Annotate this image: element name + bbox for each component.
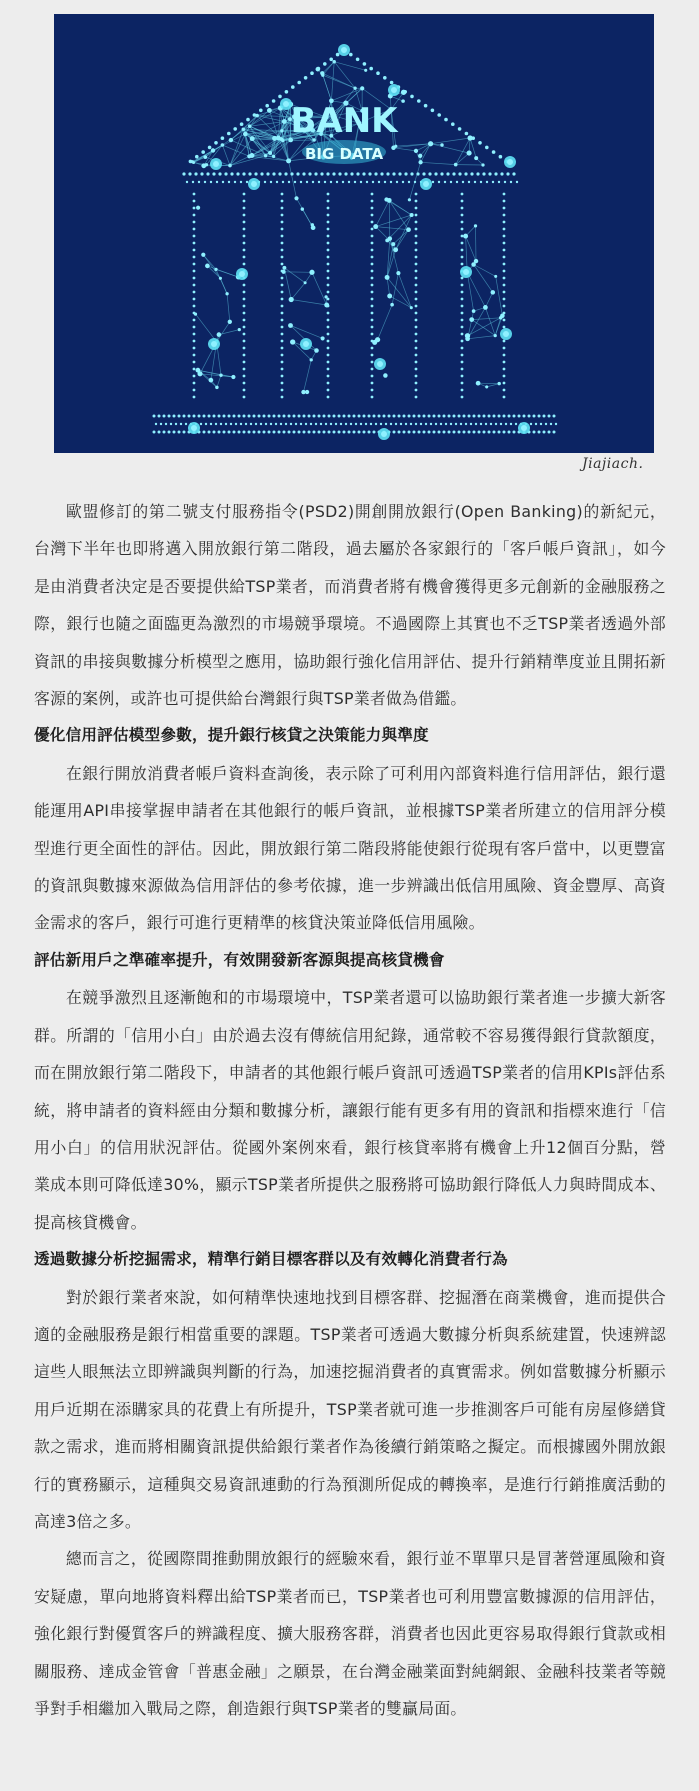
section-body-credit-model: 在銀行開放消費者帳戶資料查詢後，表示除了可利用內部資料進行信用評估，銀行還能運用API串接掌握申請者在其他銀行的帳戶資訊，並根據TSP業者所建立的信用評分模型進行更全面性的評估。因此，開放銀行第二階段將能使銀行從現有客戶當中，以更豐富的資訊與數據來源做為信用評估的參考依據，進一步辨識出低信用風險、資金豐厚、高資金需求的客戶，銀行可進行更精準的核貸決策並降低信用風險。 [34, 763, 666, 933]
article-body [34, 493, 666, 1727]
section-body-new-customers: 在競爭激烈且逐漸飽和的市場環境中，TSP業者還可以協助銀行業者進一步擴大新客群。所謂的「信用小白」由於過去沒有傳統信用紀錄，通常較不容易獲得銀行貸款額度，而在開放銀行第二階段下，申請者的其他銀行帳戶資訊可透過TSP業者的信用KPIs評估系統，將申請者的資料經由分類和數據分析，讓銀行能有更多有用的資訊和指標來進行「信用小白」的信用狀況評估。從國外案例來看，銀行核貸率將有機會上升12個百分點，營業成本則可降低達30%，顯示TSP業者所提供之服務將可協助銀行降低人力與時間成本、提高核貸機會。 [34, 988, 666, 1232]
section-body-precision-marketing: 對於銀行業者來說，如何精準快速地找到目標客群、挖掘潛在商業機會，進而提供合適的金融服務是銀行相當重要的課題。TSP業者可透過大數據分析與系統建置，快速辨認這些人眼無法立即辨識與判斷的行為，加速挖掘消費者的真實需求。例如當數據分析顯示用戶近期在添購家具的花費上有所提升，TSP業者就可進一步推測客戶可能有房屋修繕貸款之需求，進而將相關資訊提供給銀行業者作為後續行銷策略之擬定。而根據國外開放銀行的實務顯示，這種與交易資訊連動的行為預測所促成的轉換率，是進行行銷推廣活動的高達3倍之多。 [34, 1287, 666, 1531]
artist-signature: Jiajiach. [582, 456, 644, 472]
bank-network-art [54, 14, 654, 453]
bank-text: BANK [290, 101, 398, 141]
big-data-text: BIG DATA [304, 145, 384, 163]
section-heading-credit-model: 優化信用評估模型參數，提升銀行核貸之決策能力與準度 [34, 726, 429, 745]
conclusion-paragraph: 總而言之，從國際間推動開放銀行的經驗來看，銀行並不單單只是冒著營運風險和資安疑慮，單向地將資料釋出給TSP業者而已，TSP業者也可利用豐富數據源的信用評估，強化銀行對優質客戶的辨識程度、擴大服務客群，消費者也因此更容易取得銀行貸款或相關服務、達成金管會「普惠金融」之願景，在台灣金融業面對純網銀、金融科技業者等競爭對手相繼加入戰局之際，創造銀行與TSP業者的雙贏局面。 [34, 1549, 666, 1718]
bank-big-data-illustration [54, 14, 654, 453]
section-heading-precision-marketing: 透過數據分析挖掘需求，精準行銷目標客群以及有效轉化消費者行為 [34, 1250, 508, 1269]
section-heading-new-customers: 評估新用戶之準確率提升，有效開發新客源與提高核貸機會 [34, 950, 445, 969]
intro-paragraph: 歐盟修訂的第二號支付服務指令(PSD2)開創開放銀行(Open Banking)的新紀元，台灣下半年也即將邁入開放銀行第二階段，過去屬於各家銀行的「客戶帳戶資訊」，如今是由消費者決定是否要提供給TSP業者，而消費者將有機會獲得更多元創新的金融服務之際，銀行也隨之面臨更為激烈的市場競爭環境。不過國際上其實也不乏TSP業者透過外部資訊的串接與數據分析模型之應用，協助銀行強化信用評估、提升行銷精準度並且開拓新客源的案例，或許也可提供給台灣銀行與TSP業者做為借鑑。 [34, 502, 666, 709]
